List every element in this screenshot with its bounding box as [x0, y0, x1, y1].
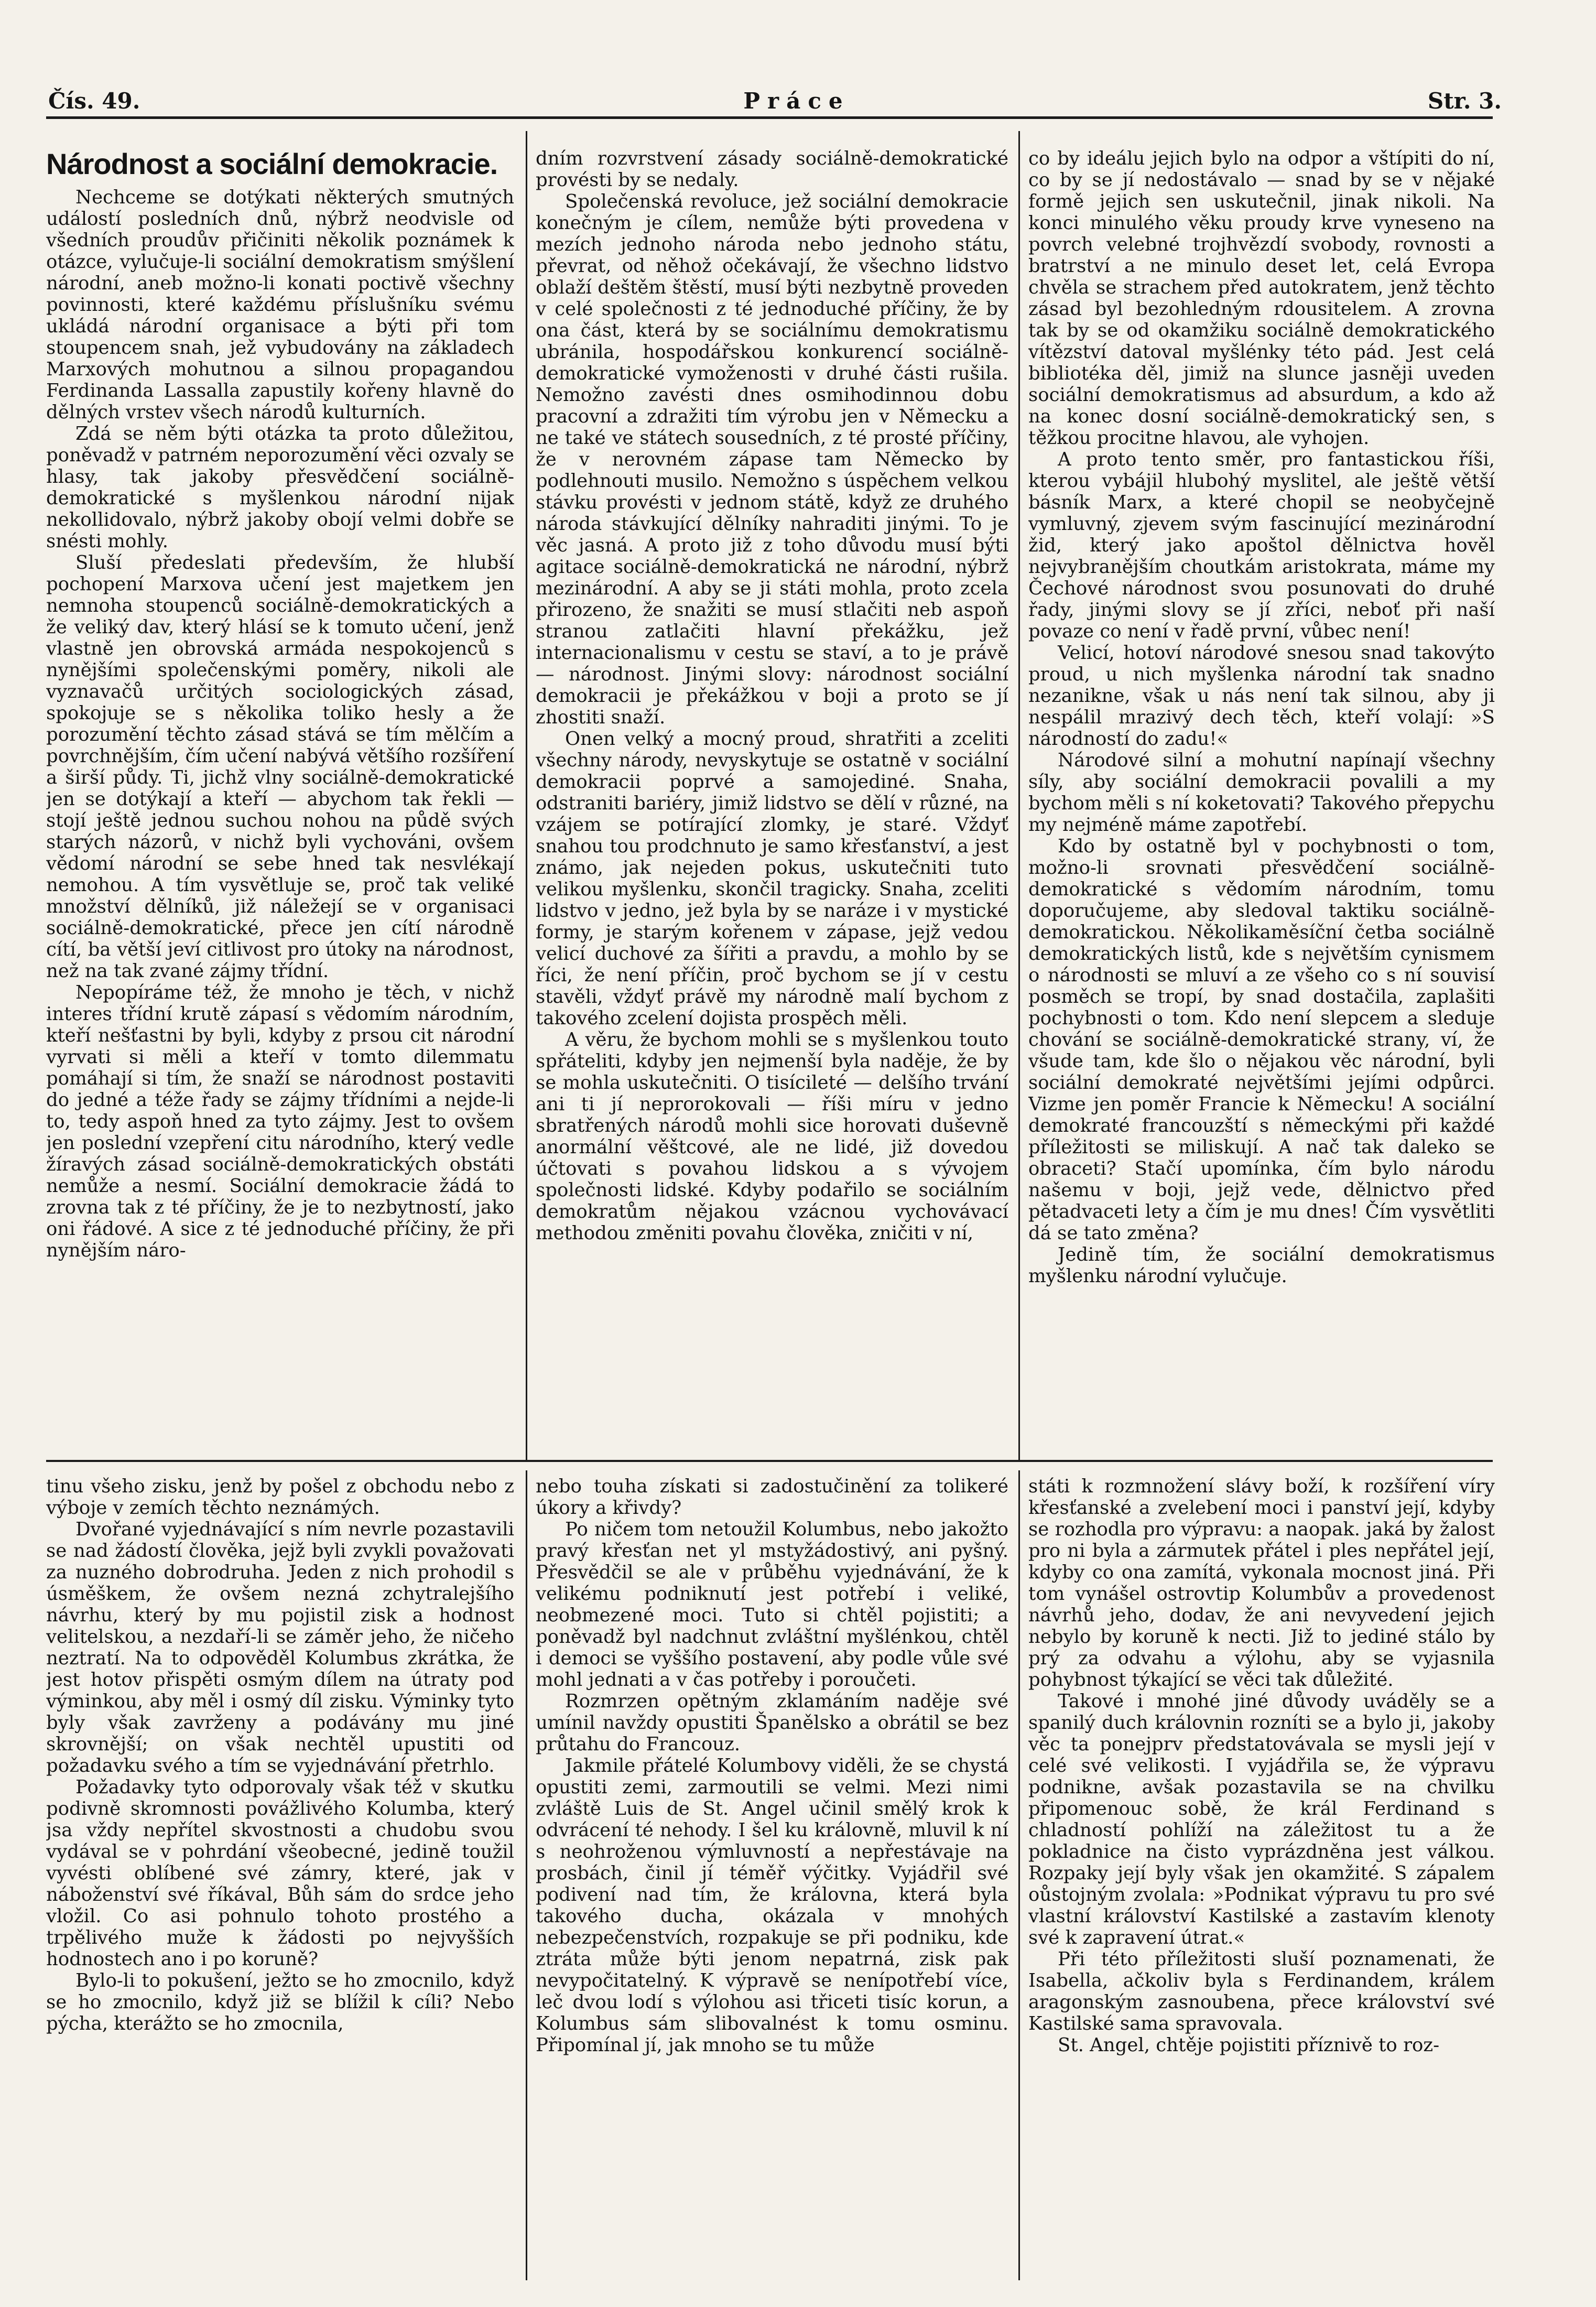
paragraph: Velicí, hotoví národové snesou snad takovýto proud, u nich myšlenka národní tak snadno nezanikne, však u nás není tak silnou, aby ji nespálil mrazivý dech těch, kteří volají: »S národností do zadu!«	[1028, 642, 1495, 750]
paragraph: Národové silní a mohutní napínají všechny síly, aby sociální demokracii povalili a my bychom měli s ní koketovati? Takového přepychu my nejméně máme zapotřebí.	[1028, 750, 1495, 836]
bottom-column-3	[1028, 1476, 1495, 2275]
paragraph: Dvořané vyjednávající s ním nevrle pozastavili se nad žádostí člověka, jejž byli zvykli považovati za nuzného dobrodruha. Jeden z nich prohodil s úsměškem, že ovšem nezná zchytralejšího návrhu, který by mu pojistil zisk a hodnost velitelskou, a nezdaří-li se záměr jeho, že ničeho neztratí. Na to odpověděl Kolumbus zkrátka, že jest hotov přispěti osmým dílem na útraty pod výminkou, aby měl i osmý díl zisku. Výminky tyto byly však zavrženy a podávány mu jiné skrovnější; on však nechtěl upustiti od požadavku svého a tím se vyjednávání přetrhlo.	[46, 1519, 514, 1777]
column-rule-1	[526, 131, 527, 1460]
paragraph: dním rozvrstvení zásady sociálně-demokratické provésti by se nedaly.	[536, 148, 1008, 191]
paragraph: nebo touha získati si zadostučinění za tolikeré úkory a křivdy?	[536, 1476, 1008, 1519]
paragraph: tinu všeho zisku, jenž by pošel z obchodu nebo z výboje v zemích těchto neznámých.	[46, 1476, 514, 1519]
paragraph: Rozmrzen opětným zklamáním naděje své umínil navždy opustiti Španělsko a obrátil se bez průtahu do Francouz.	[536, 1691, 1008, 1755]
column-rule-4	[1018, 1470, 1020, 2280]
paragraph: A proto tento směr, pro fantastickou říši, kterou vybájil hlubohý myslitel, ale ještě větší básník Marx, a které chopil se neobyčejně vymluvný, zjevem svým fascinující mezinárodní žid, který jako apoštol dělnictva hověl nejvybranějším choutkám aristokrata, máme my Čechové národnost svou posunovati do druhé řady, jinými slovy se jí zříci, neboť při naší povaze co není v řadě první, vůbec není!	[1028, 449, 1495, 642]
paragraph: A věru, že bychom mohli se s myšlenkou touto spřáteliti, kdyby jen nejmenší byla naděje, že by se mohla uskutečniti. O tisícileté — delšího trvání ani ti jí neprorokovali — říši míru v jedno sbratřených národů mohli sice horovati duševně anormální věštcové, ale ne lidé, již dovedou účtovati s povahou lidskou a s vývojem společnosti lidské. Kdyby podařilo se sociálním demokratům nějakou vzácnou vychovávací methodou změniti povahu člověka, zničiti v ní,	[536, 1029, 1008, 1244]
paragraph: Při této příležitosti sluší poznamenati, že Isabella, ačkoliv byla s Ferdinandem, králem aragonským zasnoubena, přece království své Kastilské sama spravovala.	[1028, 1948, 1495, 2034]
paragraph: St. Angel, chtěje pojistiti příznivě to roz-	[1058, 2034, 1440, 2056]
paragraph: Po ničem tom netoužil Kolumbus, nebo jakožto pravý křesťan net yl mstyžádostivý, ani pyšný. Přesvědčil se ale v průběhu vyjednávání, že k velikému podniknutí jest potřebí i veliké, neobmezené moci. Tuto si chtěl pojistiti; a poněvadž byl nadchnut zvláštní myšlénkou, chtěl i democi se vyššího postavení, aby podle vůle své mohl jednati a v čas potřeby i poroučeti.	[536, 1519, 1008, 1691]
issue-number: Čís. 49.	[48, 88, 140, 114]
paragraph: Společenská revoluce, jež sociální demokracie konečným je cílem, nemůže býti provedena v mezích jednoho národa nebo jednoho státu, převrat, od něhož očekávají, že všechno lidstvo oblaží deštěm štěstí, musí býti nezbytně proveden v celé společnosti z té jednoduché příčiny, že by ona část, která by se sociálnímu demokratismu ubránila, hospodářskou konkurencí sociálně-demokratické vymoženosti v druhé části rušila. Nemožno zavésti dnes osmihodinnou dobu pracovní a zdražiti tím výrobu jen v Německu a ne také ve státech sousedních, z té prosté příčiny, že v nerovném zápase tam Německo by podlehnouti musilo. Nemožno s úspěchem velkou stávku provésti v jednom státě, když ze druhého národa stávkující dělníky nahraditi jinými. To je věc jasná. A proto již z toho důvodu musí býti agitace sociálně-demokratická ne národní, nýbrž mezinárodní. A aby se ji státi mohla, proto zcela přirozeno, že snažiti se musí stlačiti neb aspoň stranou zatlačiti hlavní překážku, jež internacionalismu v cestu se staví, a to je právě — národnost. Jinými slovy: národnost sociální demokracii je překážkou v boji a proto se jí zhostiti snaží.	[536, 191, 1008, 728]
paragraph: Bylo-li to pokušení, ježto se ho zmocnilo, když se ho zmocnilo, když již se blížil k cíli? Nebo pýcha, kterážto se ho zmocnila,	[46, 1970, 514, 2034]
top-column-1	[46, 148, 514, 1453]
top-column-3	[1028, 148, 1495, 1453]
paragraph: státi k rozmnožení slávy boží, k rozšíření víry křesťanské a zvelebení moci i panství její, kdyby se rozhodla pro výpravu: a naopak. jaká by žalost pro ni byla a zármutek přátel i ples nepřátel její, kdyby co ona zamítá, vykonala mocnost jiná. Při tom vynášel ostrovtip Kolumbův a provedenost návrhů jeho, dodav, že ani nevyvedení jejich nebylo by koruně k necti. Již to jediné stálo by prý za odvahu a výlohu, aby se vyjasnila pohybnost týkající se věci tak důležité.	[1028, 1476, 1495, 1691]
paragraph: Nechceme se dotýkati některých smutných událostí posledních dnů, nýbrž neodvisle od všedních proudův přičiniti několik poznámek k otázce, vylučuje-li sociální demokratism smýšlení národní, aneb možno-li konati poctivě všechny povinnosti, které každému příslušníku svému ukládá národní organisace a býti při tom stoupencem snah, jež vybudovány na základech Marxových mohutnou a silnou propagandou Ferdinanda Lassalla zapustily kořeny hlavně do dělných vrstev všech národů kulturních.	[46, 187, 514, 423]
paragraph: Nepopíráme též, že mnoho je těch, v nichž interes třídní krutě zápasí s vědomím národním, kteří nešťastni by byli, kdyby z prsou cit národní vyrvati si měli a kteří v tomto dilemmatu pomáhají si tím, že snaží se národnost postaviti do jedné a téže řady se zájmy třídními a nejde-li to, tedy aspoň hned za tyto zájmy. Jest to ovšem jen poslední vzepření citu národního, který vedle žíravých zásad sociálně-demokratických obstáti nemůže a nesmí. Sociální demokracie žádá to zrovna tak z té příčiny, že je to nezbytností, jako oni řádové. A sice z té jednoduché příčiny, že při nynějším náro-	[46, 982, 514, 1261]
page-number: Str. 3.	[1427, 88, 1502, 114]
paragraph: Kdo by ostatně byl v pochybnosti o tom, možno-li srovnati přesvědčení sociálně-demokratické s vědomím národním, tomu doporučujeme, aby sledoval taktiku sociálně-demokratickou. Několikaměsíční četba sociálně demokratických listů, kde s největším cynismem o národnosti se mluví a ze všeho co s ní souvisí posměch se tropí, by snad dostačila, zaplašiti pochybnosti o tom. Kdo není slepcem a sleduje chování se sociálně-demokratické strany, ví, že všude tam, kde šlo o nějakou věc národní, byli sociální demokraté největšími jejími odpůrci. Vizme jen poměr Francie k Německu! A sociální demokraté francouzští s německými při každé příležitosti se miliskují. A nač tak daleko se obraceti? Stačí upomínka, čím bylo národu našemu v boji, jejž vede, dělnictvo před pětadvaceti lety a čím je mu dnes! Čím vysvětliti dá se tato změna?	[1028, 836, 1495, 1244]
paragraph: Požadavky tyto odporovaly však též v skutku podivně skromnosti povážlivého Kolumba, který jsa vždy nepřítel skvostnosti a chudobu svou vydával se v pohrdání všeobecné, jedině toužil vyvésti oblíbené své zámry, které, jak v náboženství své říkával, Bůh sám do srdce jeho vložil. Co asi pohnulo tohoto prostého a trpělivého muže k žádosti po nejvyšších hodnostech ano i po koruně?	[46, 1777, 514, 1970]
top-column-2	[536, 148, 1008, 1453]
bottom-column-2	[536, 1476, 1008, 2275]
column-rule-3	[526, 1470, 527, 2280]
paragraph: Takové i mnohé jiné důvody uváděly se a spanilý duch královnin rozníti se a bylo ji, jakoby věc ta ponejprv předstatovávala se mysli její v celé své velikosti. I vyjádřila se, že výpravu podnikne, avšak pozastavila se na chvilku připomenouc sobě, že král Ferdinand s chladností pohlíží na záležitost tu a že pokladnice na čisto vyprázdněna jest válkou. Rozpaky její byly však jen okamžité. S zápalem oůstojným zvolala: »Podnikat výpravu tu pro své vlastní království Kastilské a zastavím klenoty své k zapravení útrat.«	[1028, 1691, 1495, 1948]
article-title: Národnost a sociální demokracie.	[46, 148, 498, 180]
section-rule	[46, 1460, 1493, 1462]
paragraph: Onen velký a mocný proud, shratřiti a zceliti všechny národy, nevyskytuje se ostatně v sociální demokracii poprvé a samojediné. Snaha, odstraniti bariéry, jimiž lidstvo se dělí v různé, na vzájem se potírající zlomky, je staré. Vždyť snahou tou prodchnuto je samo křesťanství, a jest známo, jak nejeden pokus, uskutečniti tuto velikou myšlenku, skončil tragicky. Snaha, zceliti lidstvo v jedno, jež byla by se naráze i v mystické formy, je starým kořenem v zápase, jejž vedou velicí duchové za šířiti a pravdu, a mohlo by se říci, že není příčin, proč bychom se jí v cestu stavěli, vždyť právě my národně malí bychom z takového zcelení dojista prospěch měli.	[536, 728, 1008, 1029]
paragraph: Zdá se něm býti otázka ta proto důležitou, poněvadž v patrném neporozumění věci ozvaly se hlasy, tak jakoby přesvědčení sociálně-demokratické s myšlenkou národní nijak nekollidovalo, nýbrž jakoby obojí velmi dobře se snésti mohly.	[46, 423, 514, 552]
paragraph: Sluší předeslati především, že hlubší pochopení Marxova učení jest majetkem jen nemnoha stoupenců sociálně-demokratických a že veliký dav, který hlásí se k tomuto učení, jenž vlastně jen obrovská armáda nespokojenců s nynějšími společenskými poměry, nikoli ale vyznavačů určitých sociologických zásad, spokojuje se s několika toliko hesly a že porozumění těchto zásad stává se tím mělčím a povrchnějším, čím učení nabývá většího rozšíření a širší půdy. Ti, jichž vlny sociálně-demokratické jen se dotýkají a kteří — abychom tak řekli — stojí ještě jednou suchou nohou na půdě svých starých názorů, v nichž byli vychováni, ovšem vědomí národní se sebe hned tak nesvlékají nemohou. A tím vysvětluje se, proč tak veliké množství dělníků, již náležejí se v organisaci sociálně-demokratické, přece jen cítí národně cítí, ba větší jeví citlivost pro útoky na národnost, než na tak zvané zájmy třídní.	[46, 552, 514, 982]
bottom-column-1	[46, 1476, 514, 2275]
newspaper-title: Práce	[743, 88, 850, 114]
column-rule-2	[1018, 131, 1020, 1460]
paragraph: Jedině tím, že sociální demokratismus myšlenku národní vylučuje.	[1028, 1244, 1495, 1287]
header-rule	[46, 116, 1493, 119]
paragraph: co by ideálu jejich bylo na odpor a vštípiti do ní, co by se jí nedostávalo — snad by se v nějaké formě jejich sen uskutečnil, jinak nikoli. Na konci minulého věku proudy krve vyneseno na povrch velebné trojhvězdí svobody, rovnosti a bratrství a ne minulo deset let, celá Evropa chvěla se strachem před autokratem, jenž těchto zásad byl bezohledným rdousitelem. A zrovna tak by se od okamžiku sociálně demokratického vítězství datoval myšlénky této pád. Jest celá bibliotéka děl, jimiž na slunce jasněji uveden sociální demokratismus ad absurdum, a kdo až na konec dosní sociálně-demokratický sen, s těžkou procitne hlavou, ale vyhojen.	[1028, 148, 1495, 449]
paragraph: Jakmile přátelé Kolumbovy viděli, že se chystá opustiti zemi, zarmoutili se velmi. Mezi nimi zvláště Luis de St. Angel učinil smělý krok k odvrácení té nehody. I šel ku královně, mluvil k ní s neohroženou výmluvností a nepřestávaje na prosbách, činil jí téměř výčitky. Vyjádřil své podivení nad tím, že královna, která byla takového ducha, okázala v mnohých nebezpečenstvích, rozpakuje se při podniku, kde ztráta může býti jenom nepatrná, zisk pak nevypočitatelný. K výpravě se nenípotřebí více, leč dvou lodí s výlohou asi třiceti tisíc korun, a Kolumbus sám slibovalnést k tomu osminu. Připomínal jí, jak mnoho se tu může	[536, 1755, 1008, 2056]
